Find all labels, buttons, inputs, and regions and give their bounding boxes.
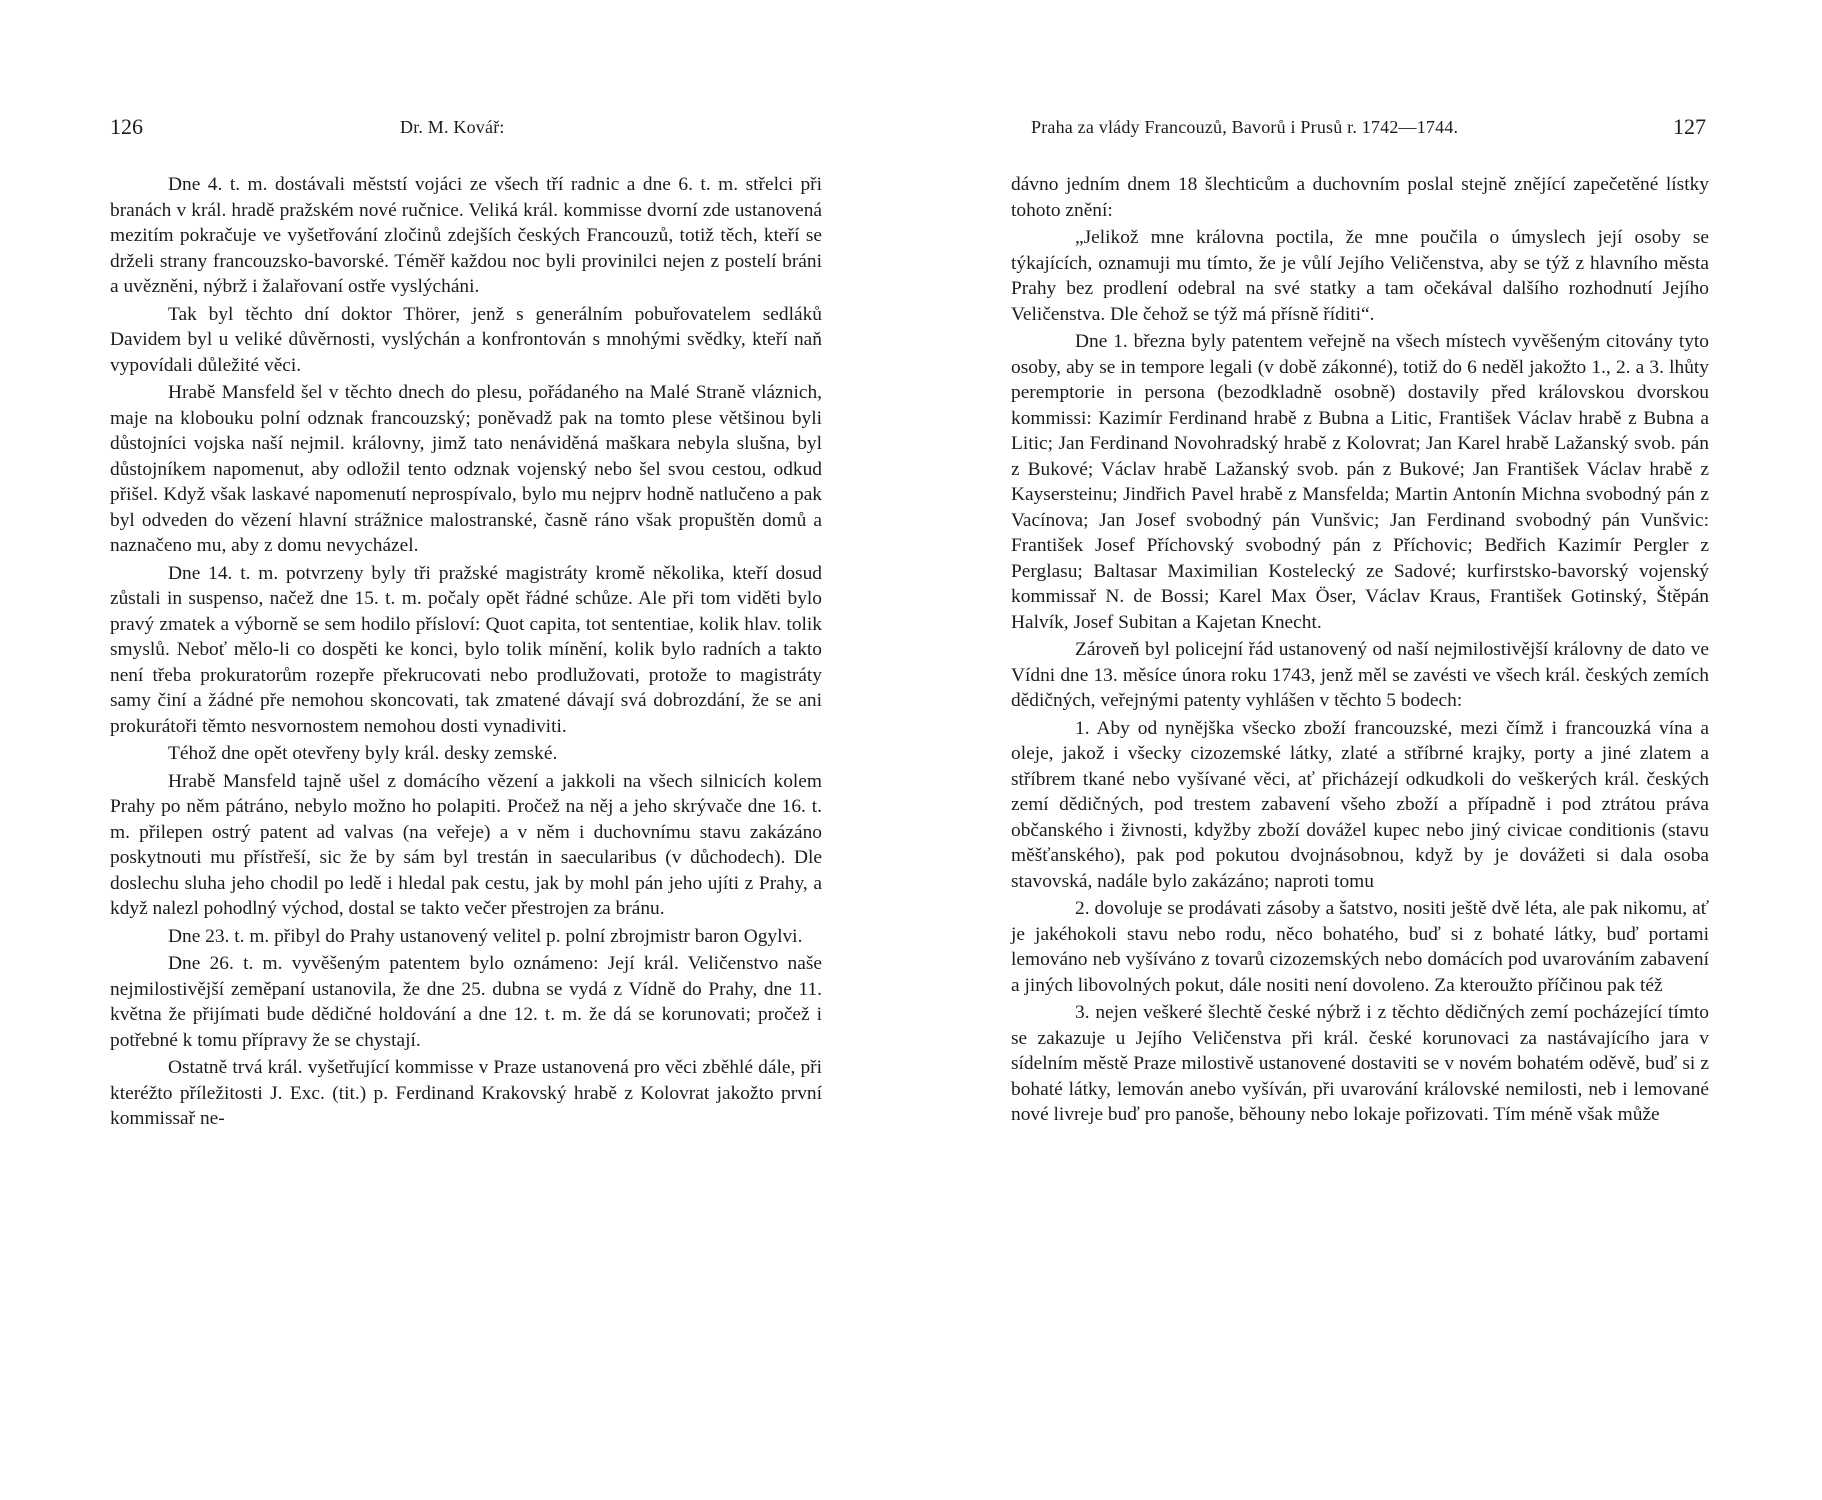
right-page	[911, 0, 1822, 1500]
paragraph: Hrabě Mansfeld šel v těchto dnech do plesu, pořádaného na Malé Straně vláznich, maje na klobouku polní odznak francouzský; poněvadž pak na tomto plese většinou byli důstojníci vojska naší nejmil. královny, jimž tato nenáviděná maškara nebyla slušna, byl důstojníkem napomenut, aby odložil tento odznak vojenský nebo šel svou cestou, odkud přišel. Když však laskavé napomenutí neprospívalo, bylo mu nejprv hodně natlučeno a pak byl odveden do vězení hlavní strážnice malostranské, časně ráno však propuštěn domů a naznačeno mu, aby z domu nevycházel.	[110, 382, 822, 556]
right-page-header	[1011, 112, 1706, 142]
left-page-body	[110, 172, 822, 1134]
paragraph: 2. dovoluje se prodávati zásoby a šatstvo, nositi ještě dvě léta, ale pak nikomu, ať je jakéhokoli stavu nebo rodu, něco bohatého, buď si z bohaté látky, buď portami lemováno neb vyšíváno z tovarů cizozemských nebo domácích pod uvarováním zabavení a jiných libovolných pokut, dále nositi není dovoleno. Za kteroužto příčinou pak též	[1011, 898, 1709, 996]
paragraph: Dne 26. t. m. vyvěšeným patentem bylo oznámeno: Její král. Veličenstvo naše nejmilostivější zeměpaní ustanovila, že dne 25. dubna se vydá z Vídně do Prahy, dne 11. května že přijímati bude dědičné holdování a dne 12. t. m. že dá se korunovati; pročež i potřebné k tomu přípravy že se chystají.	[110, 953, 822, 1051]
paragraph: Dne 14. t. m. potvrzeny byly tři pražské magistráty kromě několika, kteří dosud zůstali in suspenso, načež dne 15. t. m. počaly opět řádné schůze. Ale při tom viděti bylo pravý zmatek a výborně se sem hodilo přísloví: Quot capita, tot sententiae, kolik hlav. tolik smyslů. Neboť mělo-li co dospěti ke konci, bylo tolik mínění, kolik bylo radních a takto není třeba prokuratorům rozepře překrucovati nebo prodlužovati, protože to magistráty samy činí a žádné pře nemohou skoncovati, tak zmatené dávají svá dobrozdání, že se ani prokurátoři těmto nesvornostem nemohou dosti vynadiviti.	[110, 562, 822, 737]
paragraph: Dne 4. t. m. dostávali měststí vojáci ze všech tří radnic a dne 6. t. m. střelci při branách v král. hradě pražském nové ručnice. Veliká král. kommisse dvorní zde ustanovená mezitím pokračuje ve vyšetřování zločinů zdejších českých Francouzů, totiž těch, kteří se drželi strany francouzsko-bavorské. Téměř každou noc byli provinilci nejen z postelí bráni a uvězněni, nýbrž i žalařovaní ostře vyslýcháni.	[110, 174, 822, 297]
right-page-body	[1011, 172, 1709, 1130]
paragraph: Dne 23. t. m. přibyl do Prahy ustanovený velitel p. polní zbrojmistr baron Ogylvi.	[168, 925, 803, 947]
paragraph: dávno jedním dnem 18 šlechticům a duchovním poslal stejně znějící zapečetěné lístky tohoto znění:	[1011, 174, 1709, 221]
paragraph: „Jelikož mne královna poctila, že mne poučila o úmyslech její osoby se týkajících, oznamuji mu tímto, že je vůlí Jejího Veličenstva, aby se týž z hlavního města Prahy bez prodlení odebral na své statky a tam očekával dalšího rozhodnutí Jejího Veličenstva. Dle čehož se týž má přísně říditi“.	[1011, 227, 1709, 325]
left-page-number: 126	[110, 114, 143, 139]
paragraph: Téhož dne opět otevřeny byly král. desky zemské.	[168, 743, 558, 764]
paragraph: 1. Aby od nynějška všecko zboží francouzské, mezi čímž i francouzká vína a oleje, jakož i všecky cizozemské látky, zlaté a stříbrné krajky, porty a jiné zlatem a stříbrem tkané nebo vyšívané věci, ať přicházejí odkudkoli do veškerých král. českých zemí dědičných, pod trestem zabavení všeho zboží a případně i pod ztrátou práva občanského i živnosti, kdyžby zboží dovážel kupec nebo jiný civicae conditionis (stavu měšťanského), pak pod pokutou dvojnásobnou, když by je dovážeti si dala osoba stavovská, nadále bylo zakázáno; naproti tomu	[1011, 717, 1709, 892]
left-running-head: Dr. M. Kovář:	[400, 117, 505, 137]
paragraph: Tak byl těchto dní doktor Thörer, jenž s generálním pobuřovatelem sedláků Davidem byl u veliké důvěrnosti, vyslýchán a konfrontován s mnohými svědky, kteří naň vypovídali důležité věci.	[110, 303, 822, 376]
paragraph: Zároveň byl policejní řád ustanovený od naší nejmilostivější královny de dato ve Vídni dne 13. měsíce února roku 1743, jenž měl se zavésti ve všech král. českých zemích dědičných, veřejnými patenty vyhlášen v těchto 5 bodech:	[1011, 639, 1709, 711]
paragraph: Ostatně trvá král. vyšetřující kommisse v Praze ustanovená pro věci zběhlé dále, při kteréžto příležitosti J. Exc. (tit.) p. Ferdinand Krakovský hrabě z Kolovrat jakožto první kommissař ne-	[110, 1057, 822, 1129]
paragraph: Hrabě Mansfeld tajně ušel z domácího vězení a jakkoli na všech silnicích kolem Prahy po něm pátráno, nebylo možno ho polapiti. Pročež na něj a jeho skrývače dne 16. t. m. přilepen ostrý patent ad valvas (na veřeje) a v něm i duchovnímu stavu zakázáno poskytnouti mu přístřeší, sic že by sám byl trestán in saecularibus (v důchodech). Dle doslechu sluha jeho chodil po ledě i hledal pak cestu, jak by mohl pán jeho ujíti z Prahy, a když nalezl pohodlný východ, dostal se takto večer přestrojen za bránu.	[110, 770, 822, 919]
right-page-number: 127	[1673, 114, 1706, 139]
left-page-header	[110, 112, 820, 142]
paragraph: Dne 1. března byly patentem veřejně na všech místech vyvěšeným citovány tyto osoby, aby se in tempore legali (v době zákonné), totiž do 6 neděl jakožto 1., 2. a 3. lhůty peremptorie in persona (bezodkladně osobně) dostavily před královskou dvorskou kommissi: Kazimír Ferdinand hrabě z Bubna a Litic, František Václav hrabě z Bubna a Litic; Jan Ferdinand Novohradský hrabě z Kolovrat; Jan Karel hrabě Lažanský svob. pán z Bukové; Václav hrabě Lažanský svob. pán z Bukové; Jan František Václav hrabě z Kaysersteinu; Jindřich Pavel hrabě z Mansfelda; Martin Antonín Michna svobodný pán z Vacínova; Jan Josef svobodný pán Vunšvic; Jan Ferdinand svobodný pán Vunšvic: František Josef Příchovský svobodný pán z Příchovic; Bedřich Kazimír Pergler z Perglasu; Baltasar Maximilian Kostelecký ze Sadové; kurfirstsko-bavorský vojenský kommissař N. de Bossi; Karel Max Öser, Václav Kraus, František Gotinský, Štěpán Halvík, Josef Subitan a Kajetan Knecht.	[1011, 331, 1709, 633]
paragraph: 3. nejen veškeré šlechtě české nýbrž i z těchto dědičných zemí pocházející tímto se zakazuje u Jejího Veličenstva při král. české korunovaci za nastávajícího jara v sídelním městě Praze milostivě ustanovené dostaviti se v novém bohatém oděvě, buď si z bohaté látky, lemován anebo vyšíván, při uvarování královské nemilosti, neb i lemované nové livreje buď pro panoše, běhouny nebo lokaje pořizovati. Tím méně však může	[1011, 1002, 1709, 1125]
right-running-head: Praha za vlády Francouzů, Bavorů i Prusů r. 1742—1744.	[1031, 117, 1459, 137]
